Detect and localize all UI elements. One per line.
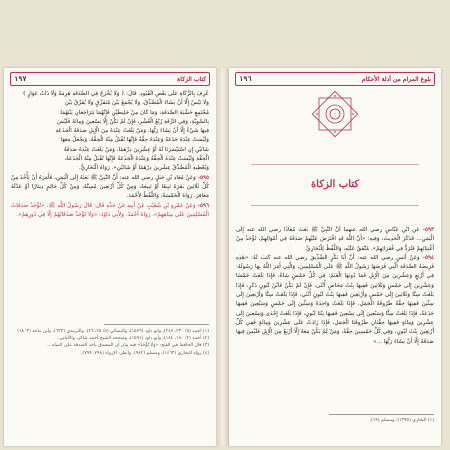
footnotes — [11, 328, 209, 438]
body-line: فِيهَا شَيْءٌ إِلَّا أَنْ يَشَاءَ رَبُّهَا. وَمَنْ بَلَغَتْ عِنْدَهُ مِنَ الْإِبِلِ صَدَقَةُ الْجَذَعَةِ — [55, 128, 209, 135]
footnote: (٤) رواه البخاري (١٤٦٣)، ومسلم (٩٨٢). وانظر: الإرواء (٧٩٨، ٧٩٩). — [80, 350, 209, 356]
page-number: ١٩٧ — [14, 75, 27, 83]
main-text — [11, 90, 209, 312]
running-header-title: كتاب الزكاة — [177, 75, 206, 83]
body-line: شَاتَيْنِ إِنِ اسْتَيْسَرَتَا لَهُ أَوْ عِشْرِينَ دِرْهَمًا، وَمَنْ بَلَغَتْ عِنْدَهُ صَدَقَةُ — [63, 146, 209, 153]
hadith-number: ٥٩٤- — [422, 254, 434, 261]
ornament-star-icon — [307, 86, 363, 142]
footnote-divider — [329, 414, 434, 415]
hadith-text: وَعَنْ عَمْرِو بْنِ شُعَيْبٍ عَنْ أَبِيهِ عَنْ جَدِّهِ قَالَ: قَالَ رَسُولُ اللَّهِ ﷺ: «تُؤْخَذُ صَدَقَاتُ الْمُسْلِمِينَ عَلَى مِيَاهِهِمْ». رَوَاهُ أَحْمَدُ. وَلِأَبِي دَاوُدَ: «وَلَا تُؤْخَذُ صَدَقَاتُهُمْ إِلَّا فِي دُورِهِمْ». — [11, 202, 209, 218]
hadith-number: ٥٩٣- — [422, 227, 434, 233]
hadith-text: عَنِ ابْنِ عَبَّاسٍ رضي الله عنهما أَنَّ النَّبِيَّ ﷺ بَعَثَ مُعَاذًا رضي الله عنه إِلَى الْيَمَنِ... فَذَكَرَ الْحَدِيثَ، وَفِيهِ: «أَنَّ اللَّهَ قَدِ افْتَرَضَ عَلَيْهِمْ صَدَقَةً فِي أَمْوَالِهِمْ، تُؤْخَذُ مِنْ أَغْنِيَائِهِمْ فَتُرَدُّ فِي فُقَرَائِهِمْ». مُتَّفَقٌ عَلَيْهِ، وَاللَّفْظُ لِلْبُخَارِيِّ. — [236, 227, 434, 252]
body-line: الْحِقَّةِ وَلَيْسَتْ عِنْدَهُ الْحِقَّةُ وَعِنْدَهُ الْجَذَعَةُ فَإِنَّهَا تُقْبَلُ مِنْهُ الْجَذَعَةُ، — [64, 156, 209, 163]
page-196 — [229, 68, 441, 446]
hadith-596 — [11, 202, 209, 221]
body-line: بِالسَّوِيَّةِ، وَفِي الرِّقَةِ رُبْعُ الْعُشْرِ، فَإِنْ لَمْ تَكُنْ إِلَّا تِسْعِينَ وَمِائَةً فَلَيْسَ — [57, 118, 209, 125]
body-line: وَلَا تَيْسٌ إِلَّا أَنْ يَشَاءَ الْمُصَّدِّقُ، وَلَا يُجْمَعُ بَيْنَ مُتَفَرِّقٍ وَلَا يُفَرَّقُ بَيْنَ — [64, 100, 209, 107]
running-header-title: بلوغ المرام من أدلة الأحكام — [361, 75, 431, 83]
page-197 — [4, 68, 216, 446]
footnote: (٢) أحمد (٢/ ١٨٠، ١٨٤)، وأبو داود (١٥٩١)، وصححه الشيخ أحمد شاكر، والألباني. — [58, 336, 209, 342]
hadith-594 — [236, 254, 434, 347]
running-header — [10, 72, 210, 86]
book-gutter — [216, 68, 229, 446]
main-text — [236, 226, 434, 408]
hadith-number: ٥٩٥- — [197, 174, 209, 181]
footnote: (٣) قال الحافظ في الفتح: «وَلَا تُؤْخَذُ» فيه بيان أن المصدق يأخذ الصدقة على المياه ... — [46, 343, 209, 349]
body-line: عُرِفَ بِالزَّكَاةِ عَلَى بَعْضِ الْقُيُودِ. قَالَ: ﴿ وَلَا يُخْرَجُ فِي الصَّدَقَةِ هَرِمَةٌ وَلَا ذَاتُ عَوَارٍ ﴾ — [22, 91, 209, 97]
hadith-text: وَعَنْ مُعَاذِ بْنِ جَبَلٍ رضي الله عنه: أَنَّ النَّبِيَّ ﷺ بَعَثَهُ إِلَى الْيَمَنِ، فَأَمَرَهُ أَنْ يَأْخُذَ مِنْ كُلِّ ثَلَاثِينَ بَقَرَةً تَبِيعًا أَوْ تَبِيعَةً، وَمِنْ كُلِّ أَرْبَعِينَ مُسِنَّةً، وَمِنْ كُلِّ حَالِمٍ دِينَارًا أَوْ عَدْلَهُ مَعَافِرَ. رَوَاهُ الْخَمْسَةُ، وَاللَّفْظُ لِأَحْمَدَ. — [11, 174, 209, 200]
body-line: مُجْتَمِعٍ خَشْيَةَ الصَّدَقَةِ، وَمَا كَانَ مِنْ خَلِيطَيْنِ فَإِنَّهُمَا يَتَرَاجَعَانِ بَيْنَهُمَا — [60, 109, 209, 116]
hadith-number: ٥٩٦- — [197, 202, 209, 209]
footnote-divider — [104, 324, 209, 325]
body-line: وَلَيْسَتْ عِنْدَهُ جَذَعَةٌ وَعِنْدَهُ حِقَّةٌ فَإِنَّهَا تُقْبَلُ مِنْهُ الْحِقَّةُ، وَيَجْعَلُ مَعَهَا — [60, 137, 209, 144]
chapter-banner — [251, 164, 419, 206]
hadith-text: وَعَنْ أَنَسٍ رضي الله عنه: أَنَّ أَبَا بَكْرٍ الصِّدِّيقَ رضي الله عنه كَتَبَ لَهُ: «هَذِهِ فَرِيضَةُ الصَّدَقَةِ الَّتِي فَرَضَهَا رَسُولُ اللَّهِ ﷺ عَلَى الْمُسْلِمِينَ، وَالَّتِي أَمَرَ اللَّهُ بِهَا رَسُولَهُ: فِي أَرْبَعٍ وَعِشْرِينَ مِنَ الْإِبِلِ فَمَا دُونَهَا الْغَنَمُ: فِي كُلِّ خَمْسٍ شَاةٌ، فَإِذَا بَلَغَتْ خَمْسًا وَعِشْرِينَ إِلَى خَمْسٍ وَثَلَاثِينَ فَفِيهَا بِنْتُ مَخَاضٍ أُنْثَى، فَإِنْ لَمْ تَكُنْ فَابْنُ لَبُونٍ ذَكَرٍ، فَإِذَا بَلَغَتْ سِتًّا وَثَلَاثِينَ إِلَى خَمْسٍ وَأَرْبَعِينَ فَفِيهَا بِنْتُ لَبُونٍ أُنْثَى، فَإِذَا بَلَغَتْ سِتًّا وَأَرْبَعِينَ إِلَى سِتِّينَ فَفِيهَا حِقَّةٌ طَرُوقَةُ الْجَمَلِ، فَإِذَا بَلَغَتْ وَاحِدَةً وَسِتِّينَ إِلَى خَمْسٍ وَسَبْعِينَ فَفِيهَا جَذَعَةٌ، فَإِذَا بَلَغَتْ سِتًّا وَسَبْعِينَ إِلَى تِسْعِينَ فَفِيهَا بِنْتَا لَبُونٍ، فَإِذَا بَلَغَتْ إِحْدَى وَتِسْعِينَ إِلَى عِشْرِينَ وَمِائَةٍ فَفِيهَا حِقَّتَانِ طَرُوقَتَا الْجَمَلِ، فَإِذَا زَادَتْ عَلَى عِشْرِينَ وَمِائَةٍ فَفِي كُلِّ أَرْبَعِينَ بِنْتُ لَبُونٍ، وَفِي كُلِّ خَمْسِينَ حِقَّةٌ، وَمَنْ لَمْ يَكُنْ مَعَهُ إِلَّا أَرْبَعٌ مِنَ الْإِبِلِ فَلَيْسَ فِيهَا صَدَقَةٌ إِلَّا أَنْ يَشَاءَ رَبُّهَا ...» — [236, 254, 434, 345]
hadith-595 — [11, 174, 209, 202]
running-header — [235, 72, 435, 86]
chapter-title: كتاب الزكاة — [310, 179, 360, 190]
page-number: ١٩٦ — [239, 75, 252, 83]
footnote: (١) أحمد (٥/ ٢٣٠، ٢٤٧)، وأبو داود (١٥٧٦)، والنسائي (٥/ ٢٥، ٢٦)، والترمذي (٦٢٣)، وابن ماجه (١٨٠٣) — [17, 329, 209, 334]
hadith-593 — [236, 226, 434, 254]
body-line: وَيُعْطِيهِ الْمُصَّدِّقُ عِشْرِينَ دِرْهَمًا أَوْ شَاتَيْنِ». رَوَاهُ الْبُخَارِيُّ. — [79, 165, 209, 172]
footnote: (١) البخاري (١٣٩٥)، ومسلم (١٩). — [369, 418, 434, 423]
footnotes — [236, 417, 434, 443]
